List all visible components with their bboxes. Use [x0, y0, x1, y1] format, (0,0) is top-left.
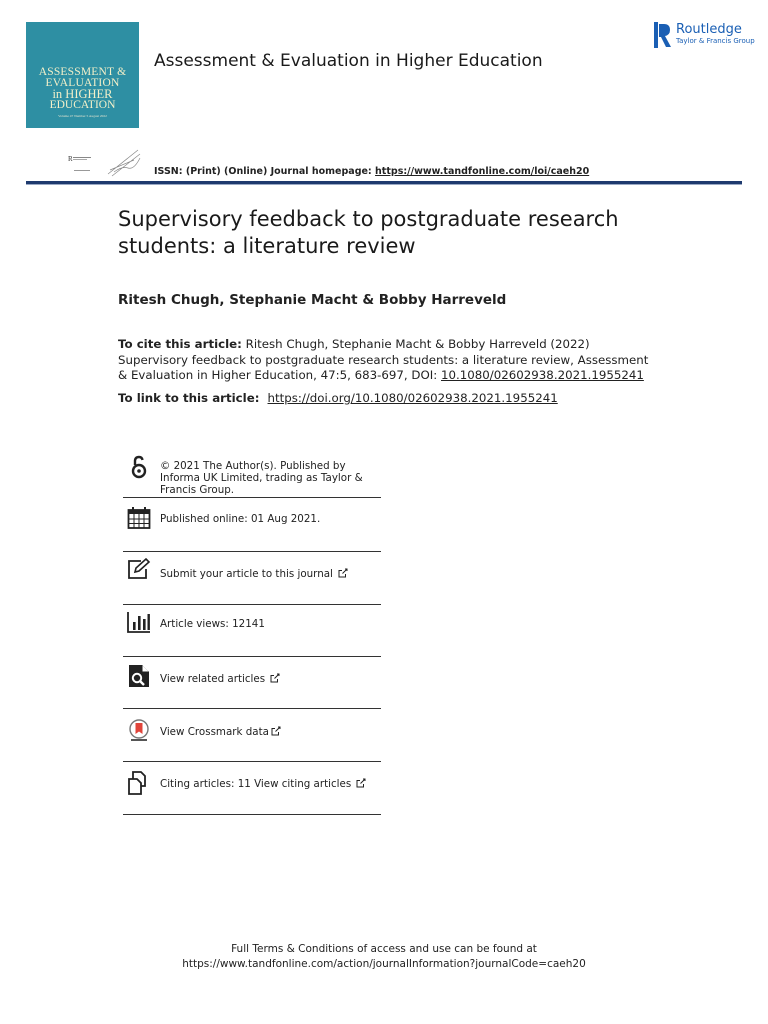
footer [0, 942, 768, 972]
cover-line-3: in HIGHER [52, 87, 113, 101]
separator [123, 814, 381, 815]
calendar-icon [127, 506, 151, 530]
license-text: © 2021 The Author(s). Published by Informa UK Limited, trading as Taylor & Francis Group. [160, 460, 363, 496]
crossmark-text: View Crossmark data [160, 726, 269, 738]
cover-line-4: EDUCATION [49, 99, 116, 111]
publisher-name: Routledge [676, 22, 742, 37]
journal-cover [26, 22, 139, 128]
external-link-icon [271, 726, 281, 736]
article-title: Supervisory feedback to postgraduate research students: a literature review [118, 207, 619, 258]
journal-title: Assessment & Evaluation in Higher Education [154, 51, 543, 71]
submit-text: Submit your article to this journal [160, 568, 333, 580]
cite-label: To cite this article: [118, 337, 242, 351]
link-label: To link to this article: [118, 391, 264, 405]
signature-icon [104, 146, 144, 178]
link-line [118, 391, 558, 405]
published-text: Published online: 01 Aug 2021. [160, 513, 321, 525]
journal-homepage-link[interactable]: https://www.tandfonline.com/loi/caeh20 [375, 166, 590, 177]
views-text: Article views: 12141 [160, 618, 265, 630]
publisher-tagline: Taylor & Francis Group [676, 37, 755, 45]
doi-link[interactable]: 10.1080/02602938.2021.1955241 [441, 368, 644, 382]
publisher-logo[interactable] [654, 22, 755, 48]
citing-articles-link[interactable] [160, 778, 385, 790]
search-document-icon [127, 664, 151, 688]
open-access-icon [127, 455, 151, 479]
related-articles-link[interactable] [160, 673, 385, 685]
routledge-logo-icon [654, 22, 672, 48]
separator [123, 497, 381, 498]
article-authors: Ritesh Chugh, Stephanie Macht & Bobby Harreveld [118, 292, 507, 308]
cite-text: Ritesh Chugh, Stephanie Macht & Bobby Harreveld (2022) Supervisory feedback to postgraduate research students: a literature review, Assessment & Evaluation in Higher Education, 47:5, 683-697, DOI: [118, 337, 649, 382]
citation-block [118, 337, 658, 384]
header-rule-thin [26, 184, 742, 185]
svg-text:R: R [68, 155, 73, 163]
issn-line [154, 166, 589, 177]
small-publisher-icon [68, 153, 98, 175]
cover-line-1: ASSESSMENT & [38, 66, 127, 78]
citing-text: Citing articles: 11 View citing articles [160, 778, 352, 790]
article-doi-url[interactable]: https://doi.org/10.1080/02602938.2021.1955241 [267, 391, 558, 405]
edit-icon [127, 558, 151, 582]
issn-text: ISSN: (Print) (Online) Journal homepage: [154, 166, 376, 177]
crossmark-link[interactable] [160, 726, 385, 738]
citing-documents-icon [127, 771, 151, 795]
separator [123, 604, 381, 605]
bar-chart-icon [127, 610, 151, 634]
separator [123, 761, 381, 762]
external-link-icon [270, 673, 280, 683]
external-link-icon [356, 778, 366, 788]
separator [123, 551, 381, 552]
crossmark-icon [127, 718, 151, 742]
related-text: View related articles [160, 673, 266, 685]
external-link-icon [338, 568, 348, 578]
cover-volume: Volume 47 Number 5 August 2022 [58, 114, 107, 118]
separator [123, 708, 381, 709]
footer-line-1: Full Terms & Conditions of access and use can be found at [231, 943, 537, 955]
separator [123, 656, 381, 657]
submit-article-link[interactable] [160, 568, 385, 580]
cover-line-2: EVALUATION [45, 77, 120, 89]
terms-link[interactable]: https://www.tandfonline.com/action/journalInformation?journalCode=caeh20 [182, 958, 586, 970]
